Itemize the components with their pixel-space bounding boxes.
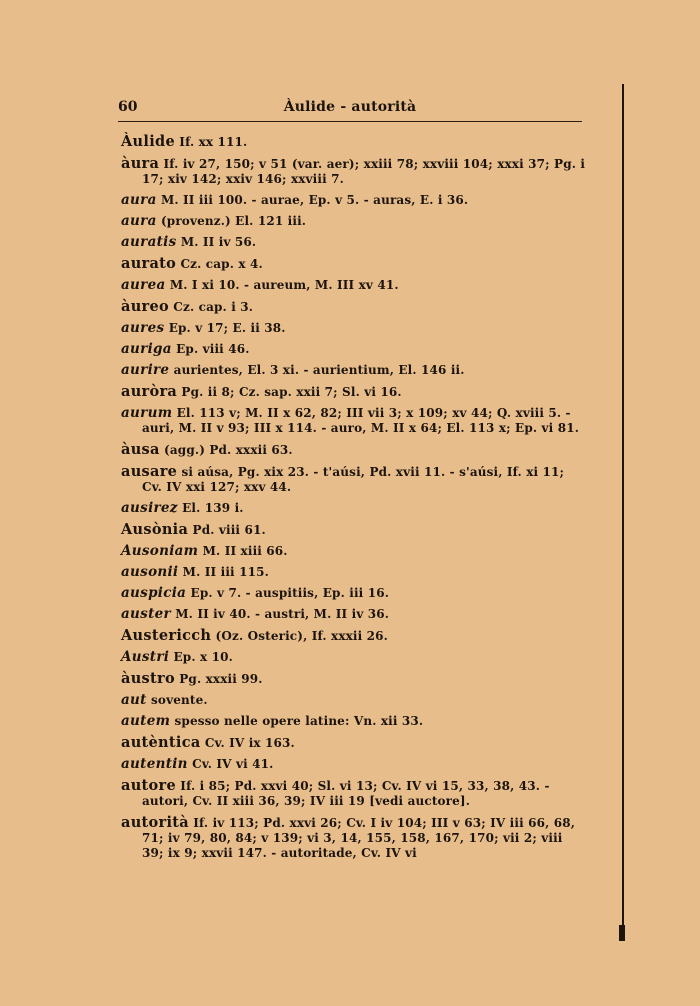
dictionary-entry [121,134,587,150]
dictionary-entry [121,778,587,809]
entry-citations: si aúsa, Pg. xix 23. - t'aúsi, Pd. xvii 11. - s'aúsi, If. xi 11; Cv. IV xxi 127; xxv 44. [142,465,565,494]
dictionary-entry [121,193,587,208]
entry-citations: M. II iv 40. - austri, M. II iv 36. [170,607,390,621]
entry-citations: If. xx 111. [174,135,248,149]
dictionary-entry [121,156,587,187]
dictionary-entry [121,299,587,315]
entry-headword: aura [121,213,157,229]
entry-citations: Ep. x 10. [169,650,233,664]
entry-headword: autèntica [121,734,201,751]
dictionary-entry [121,214,587,229]
entry-headword: auster [121,606,171,622]
dictionary-entry [121,693,587,708]
dictionary-entry [121,544,587,559]
entry-citations: (Oz. Osteric), If. xxxii 26. [211,629,389,643]
dictionary-entry [121,565,587,580]
entry-citations: M. I xi 10. - aureum, M. III xv 41. [165,278,399,292]
entry-headword: àureo [121,298,169,315]
header-rule [118,121,582,122]
dictionary-entry [121,278,587,293]
entry-citations: Ep. viii 46. [171,342,250,356]
entry-citations: M. II iii 115. [178,565,269,579]
entry-citations: Ep. v 7. - auspitiis, Ep. iii 16. [186,586,390,600]
entry-headword: aut [121,692,147,708]
entry-citations: El. 113 v; M. II x 62, 82; III vii 3; x 109; xv 44; Q. xviii 5. - auri, M. II v 93; III x 114. - auro, M. II x 64; El. 113 x; Ep. vi 81. [142,406,580,435]
entry-headword: autorità [121,814,189,831]
dictionary-entry [121,321,587,336]
entry-headword: aura [121,192,157,208]
page-header [118,97,582,121]
entry-headword: ausare [121,463,178,480]
dictionary-entry [121,735,587,751]
dictionary-entry [121,464,587,495]
dictionary-entry [121,406,587,436]
entry-citations: sovente. [146,693,208,707]
entry-citations: El. 139 i. [177,501,244,515]
entry-citations: Cv. IV ix 163. [200,736,295,750]
entry-headword: Austri [121,649,170,665]
entry-headword: autore [121,777,176,794]
entry-headword: auriga [121,341,172,357]
entry-headword: auratis [121,234,177,250]
entry-citations: (provenz.) El. 121 iii. [156,214,307,228]
dictionary-entry [121,650,587,665]
entry-citations: If. iv 27, 150; v 51 (var. aer); xxiii 78; xxviii 104; xxxi 37; Pg. i 17; xiv 142; xxiv 146; xxviii 7. [142,157,586,186]
entry-headword: aurum [121,405,173,421]
dictionary-entry [121,628,587,644]
entry-citations: Cv. IV vi 41. [187,757,274,771]
dictionary-entry [121,501,587,516]
entry-headword: aurato [121,255,177,272]
page-number: 60 [118,99,138,115]
entry-headword: Ausoniam [121,543,199,559]
entry-citations: (agg.) Pd. xxxii 63. [159,443,293,457]
dictionary-entry [121,671,587,687]
dictionary-entry [121,384,587,400]
entry-headword: ausirez [121,500,178,516]
entry-citations: Pg. ii 8; Cz. sap. xxii 7; Sl. vi 16. [177,385,402,399]
entry-headword: Àulide [121,133,175,150]
entry-headword: Austericch [121,627,212,644]
entry-headword: aurea [121,277,166,293]
dictionary-entry [121,363,587,378]
entry-citations: If. iv 113; Pd. xxvi 26; Cv. I iv 104; III v 63; IV iii 66, 68, 71; iv 79, 80, 84; v 139; vi 3, 14, 155, 158, 167, 170; vii 2; viii 39; ix 9; xxvii 147. - autoritade, Cv. IV vi [142,816,576,860]
dictionary-entry [121,256,587,272]
entry-headword: àustro [121,670,175,687]
dictionary-entry [121,815,587,861]
entry-headword: auròra [121,383,178,400]
dictionary-entry [121,586,587,601]
page-edge-line [622,84,624,936]
entry-citations: Ep. v 17; E. ii 38. [164,321,286,335]
entry-citations: M. II iv 56. [176,235,257,249]
running-head: Àulide - autorità [283,99,417,115]
dictionary-entry [121,342,587,357]
entry-headword: ausonii [121,564,179,580]
dictionary-entry [121,522,587,538]
entry-citations: Cz. cap. i 3. [168,300,254,314]
entry-headword: àura [121,155,160,172]
entry-citations: If. i 85; Pd. xxvi 40; Sl. vi 13; Cv. IV vi 15, 33, 38, 43. - autori, Cv. II xiii 36, 39; IV iii 19 [vedi auctore]. [142,779,550,808]
page-edge-mark [619,925,625,941]
entry-citations: aurientes, El. 3 xi. - aurientium, El. 146 ii. [169,363,465,377]
dictionary-entry [121,714,587,729]
entry-list [121,134,587,867]
entry-headword: autentin [121,756,188,772]
entry-headword: aurire [121,362,170,378]
entry-citations: Cz. cap. x 4. [176,257,263,271]
dictionary-entry [121,757,587,772]
entry-citations: Pd. viii 61. [188,523,266,537]
dictionary-entry [121,442,587,458]
dictionary-entry [121,235,587,250]
entry-headword: auspicia [121,585,187,601]
entry-citations: M. II xiii 66. [198,544,288,558]
entry-headword: aures [121,320,165,336]
entry-headword: àusa [121,441,160,458]
entry-citations: Pg. xxxii 99. [174,672,263,686]
entry-citations: spesso nelle opere latine: Vn. xii 33. [170,714,424,728]
entry-citations: M. II iii 100. - aurae, Ep. v 5. - auras, E. i 36. [156,193,469,207]
dictionary-entry [121,607,587,622]
entry-headword: autem [121,713,171,729]
entry-headword: Ausònia [121,521,189,538]
